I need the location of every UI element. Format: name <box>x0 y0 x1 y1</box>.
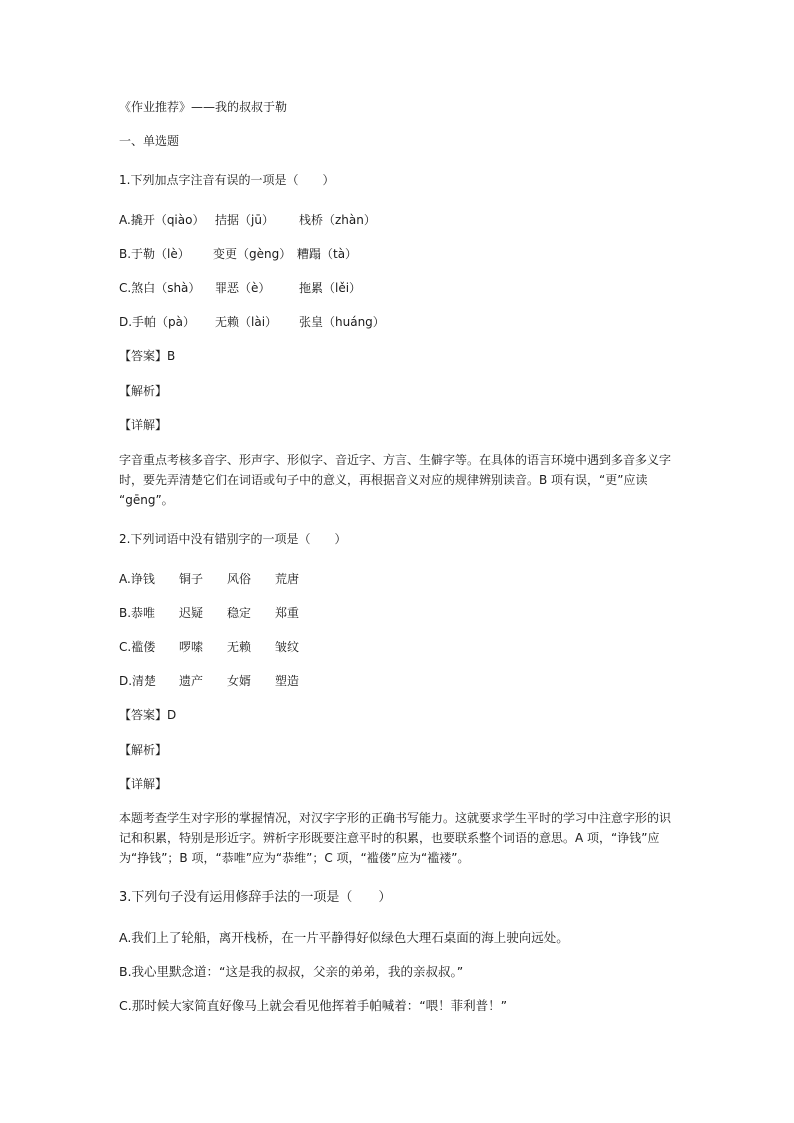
option-text: 遗产 <box>179 674 204 688</box>
option-text: 变更（gèng） <box>213 247 292 261</box>
option-text: 女婿 <box>227 674 252 688</box>
explanation-line: 本题考查学生对字形的掌握情况，对汉字字形的正确书写能力。这就要求学生平时的学习中注意字形的识 <box>119 811 672 825</box>
document-title: 《作业推荐》——我的叔叔于勒 <box>119 100 288 114</box>
question-3-option-c: C.那时候大家简直好像马上就会看见他挥着手帕喊着：“喂！菲利普！” <box>119 998 508 1013</box>
explanation-line: 字音重点考核多音字、形声字、形似字、音近字、方言、生僻字等。在具体的语言环境中遇到多音多义字 <box>119 453 672 467</box>
option-text: A.诤钱 <box>119 572 155 586</box>
option-text: 迟疑 <box>179 606 204 620</box>
option-text: 皱纹 <box>275 640 300 654</box>
question-3-stem: 3.下列句子没有运用修辞手法的一项是（ ） <box>119 890 392 905</box>
question-2-analysis-label: 【解析】 <box>119 743 168 757</box>
question-1-answer: 【答案】B <box>119 349 176 363</box>
question-3-option-a: A.我们上了轮船，离开栈桥，在一片平静得好似绿色大理石桌面的海上驶向远处。 <box>119 930 569 945</box>
question-1-analysis-label: 【解析】 <box>119 384 168 398</box>
option-text: 铜子 <box>179 572 204 586</box>
option-text: 风俗 <box>227 572 252 586</box>
option-text: 无赖（lài） <box>215 315 278 329</box>
option-text: 糟蹋（tà） <box>297 247 358 261</box>
option-text: 荒唐 <box>275 572 300 586</box>
explanation-line: 时，要先弄清楚它们在词语或句子中的意义，再根据音义对应的规律辨别读音。B 项有误，“更”应读 <box>119 473 648 487</box>
explanation-line: 记和积累，特别是形近字。辨析字形既要注意平时的积累，也要联系整个词语的意思。A 项，“诤钱”应 <box>119 831 660 845</box>
option-text: A.撬开（qiào） <box>119 213 205 227</box>
option-text: 栈桥（zhàn） <box>299 213 376 227</box>
option-text: 郑重 <box>275 606 300 620</box>
question-1-stem: 1.下列加点字注音有误的一项是（ ） <box>119 173 335 187</box>
option-text: C.煞白（shà） <box>119 281 201 295</box>
explanation-line: 为“挣钱”；B 项，“恭唯”应为“恭维”；C 项，“褴偻”应为“褴褛”。 <box>119 851 470 865</box>
option-text: 塑造 <box>275 674 300 688</box>
option-text: C.褴偻 <box>119 640 156 654</box>
question-3-option-b: B.我心里默念道：“这是我的叔叔，父亲的弟弟，我的亲叔叔。” <box>119 964 464 979</box>
option-text: B.于勒（lè） <box>119 247 190 261</box>
option-text: 罪恶（è） <box>215 281 271 295</box>
explanation-line: “gēng”。 <box>119 493 174 507</box>
question-2-answer: 【答案】D <box>119 708 177 722</box>
option-text: 啰嗦 <box>179 640 204 654</box>
option-text: 拮据（jū） <box>215 213 274 227</box>
question-1-detail-label: 【详解】 <box>119 418 168 432</box>
option-text: 张皇（huáng） <box>299 315 385 329</box>
option-text: D.清楚 <box>119 674 157 688</box>
question-2-explanation <box>119 808 679 868</box>
section-heading: 一、单选题 <box>119 134 180 148</box>
option-text: 拖累（lěi） <box>299 281 362 295</box>
question-2-detail-label: 【详解】 <box>119 777 168 791</box>
question-1-explanation <box>119 450 679 510</box>
option-text: 无赖 <box>227 640 252 654</box>
option-text: B.恭唯 <box>119 606 156 620</box>
question-2-stem: 2.下列词语中没有错别字的一项是（ ） <box>119 532 347 546</box>
option-text: D.手帕（pà） <box>119 315 196 329</box>
option-text: 稳定 <box>227 606 252 620</box>
